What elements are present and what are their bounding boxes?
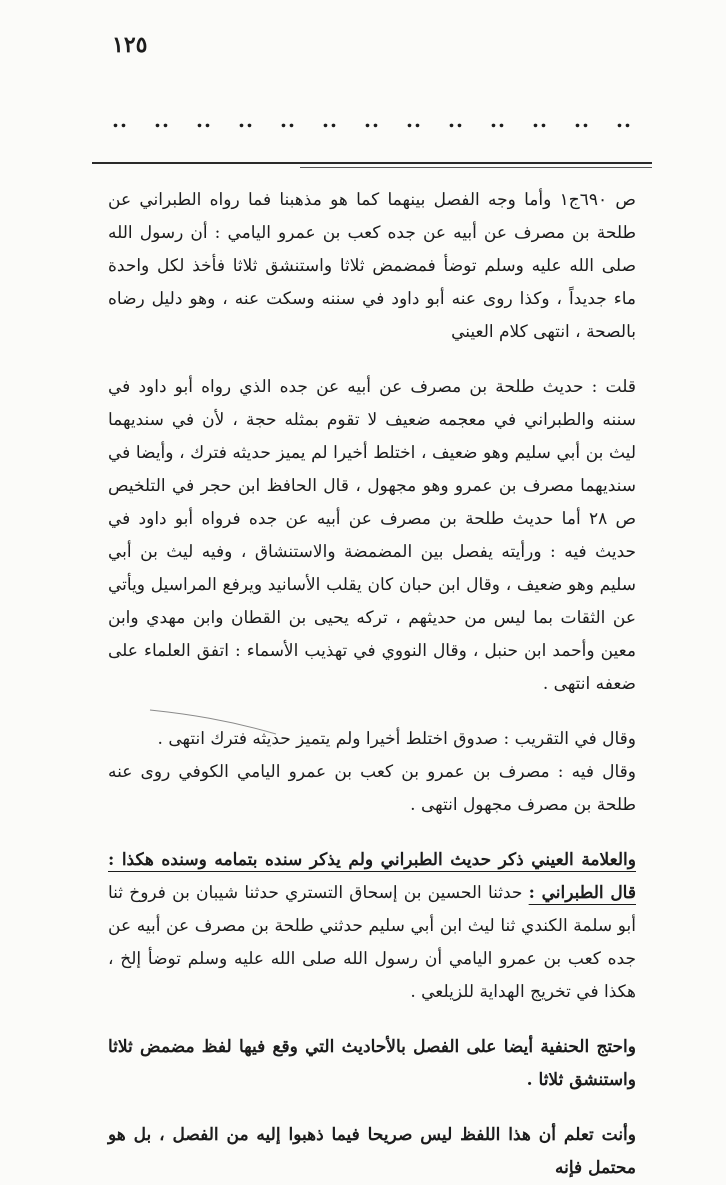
ellipsis-mark: .. xyxy=(322,108,338,132)
ellipsis-mark: .. xyxy=(448,108,464,132)
ellipsis-mark: .. xyxy=(574,108,590,132)
ellipsis-mark: .. xyxy=(616,108,632,132)
paragraph-taqrib: وقال في التقريب : صدوق اختلط أخيرا ولم يتميز حديثه فترك انتهى . xyxy=(157,729,636,749)
paragraph-isnad xyxy=(108,844,636,1009)
isnad-text: حدثنا الحسين بن إسحاق التستري حدثنا شيبان بن فروخ ثنا أبو سلمة الكندي ثنا ليث ابن أبي سليم حدثني طلحة بن مصرف عن أبيه عن جده كعب بن عمرو اليامي أن رسول الله صلى الله عليه وسلم توضأ إلخ ، هكذا في تخريج الهداية للزيلعي . xyxy=(108,883,636,1002)
page-number: ١٢٥ xyxy=(112,32,148,58)
ellipsis-separator-row xyxy=(112,108,632,132)
isnad-lead: والعلامة العيني ذكر حديث الطبراني ولم يذكر سنده بتمامه وسنده هكذا : قال الطبراني : xyxy=(108,850,636,903)
paragraph-aini-quote: ص ٦٩٠ج١ وأما وجه الفصل بينهما كما هو مذهبنا فما رواه الطبراني عن طلحة بن مصرف عن أبيه عن جده كعب بن عمرو اليامي : أن رسول الله صلى الله عليه وسلم توضأ فمضمض ثلاثا واستنشق ثلاثا فأخذ لكل واحدة ماء جديداً ، وكذا روى عنه أبو داود في سننه وسكت عنه ، وهو دليل رضاه بالصحة ، انتهى كلام العيني xyxy=(108,190,636,342)
ellipsis-mark: .. xyxy=(238,108,254,132)
paragraph-critique: قلت : حديث طلحة بن مصرف عن أبيه عن جده الذي رواه أبو داود في سننه والطبراني في معجمه ضعيف لا تقوم بمثله حجة ، لأن في سنديهما ليث بن أبي سليم وهو ضعيف ، اختلط أخيرا لم يميز حديثه فترك ، وأيضا في سنديهما مصرف بن عمرو وهو مجهول ، قال الحافظ ابن حجر في التلخيص ص ٢٨ أما حديث طلحة بن مصرف عن أبيه عن جده فرواه أبو داود في حديث فيه : ورأيته يفصل بين المضمضة والاستنشاق ، وفيه ليث بن أبي سليم وهو ضعيف ، وقال ابن حبان كان يقلب الأسانيد ويرفع المراسيل ويأتي عن الثقات بما ليس من حديثهم ، تركه يحيى بن القطان وابن مهدي وابن معين وأحمد ابن حنبل ، وقال النووي في تهذيب الأسماء : اتفق العلماء على ضعفه انتهى . xyxy=(108,377,636,694)
paragraph-hanafi-argument: واحتج الحنفية أيضا على الفصل بالأحاديث التي وقع فيها لفظ مضمض ثلاثا واستنشق ثلاثا . xyxy=(108,1037,636,1090)
ellipsis-mark: .. xyxy=(280,108,296,132)
horizontal-divider-thin xyxy=(300,167,652,168)
ellipsis-mark: .. xyxy=(364,108,380,132)
ellipsis-mark: .. xyxy=(154,108,170,132)
ellipsis-mark: .. xyxy=(196,108,212,132)
ellipsis-mark: .. xyxy=(112,108,128,132)
pencil-mark xyxy=(148,706,278,736)
paragraph-musarrif: وقال فيه : مصرف بن عمرو بن كعب بن عمرو اليامي الكوفي روى عنه طلحة بن مصرف مجهول انتهى . xyxy=(108,762,636,815)
paragraph-rebuttal: وأنت تعلم أن هذا اللفظ ليس صريحا فيما ذهبوا إليه من الفصل ، بل هو محتمل فإنه xyxy=(108,1125,636,1178)
ellipsis-mark: .. xyxy=(532,108,548,132)
ellipsis-mark: .. xyxy=(490,108,506,132)
ellipsis-mark: .. xyxy=(406,108,422,132)
page-body xyxy=(108,184,636,1185)
horizontal-divider xyxy=(92,162,652,164)
